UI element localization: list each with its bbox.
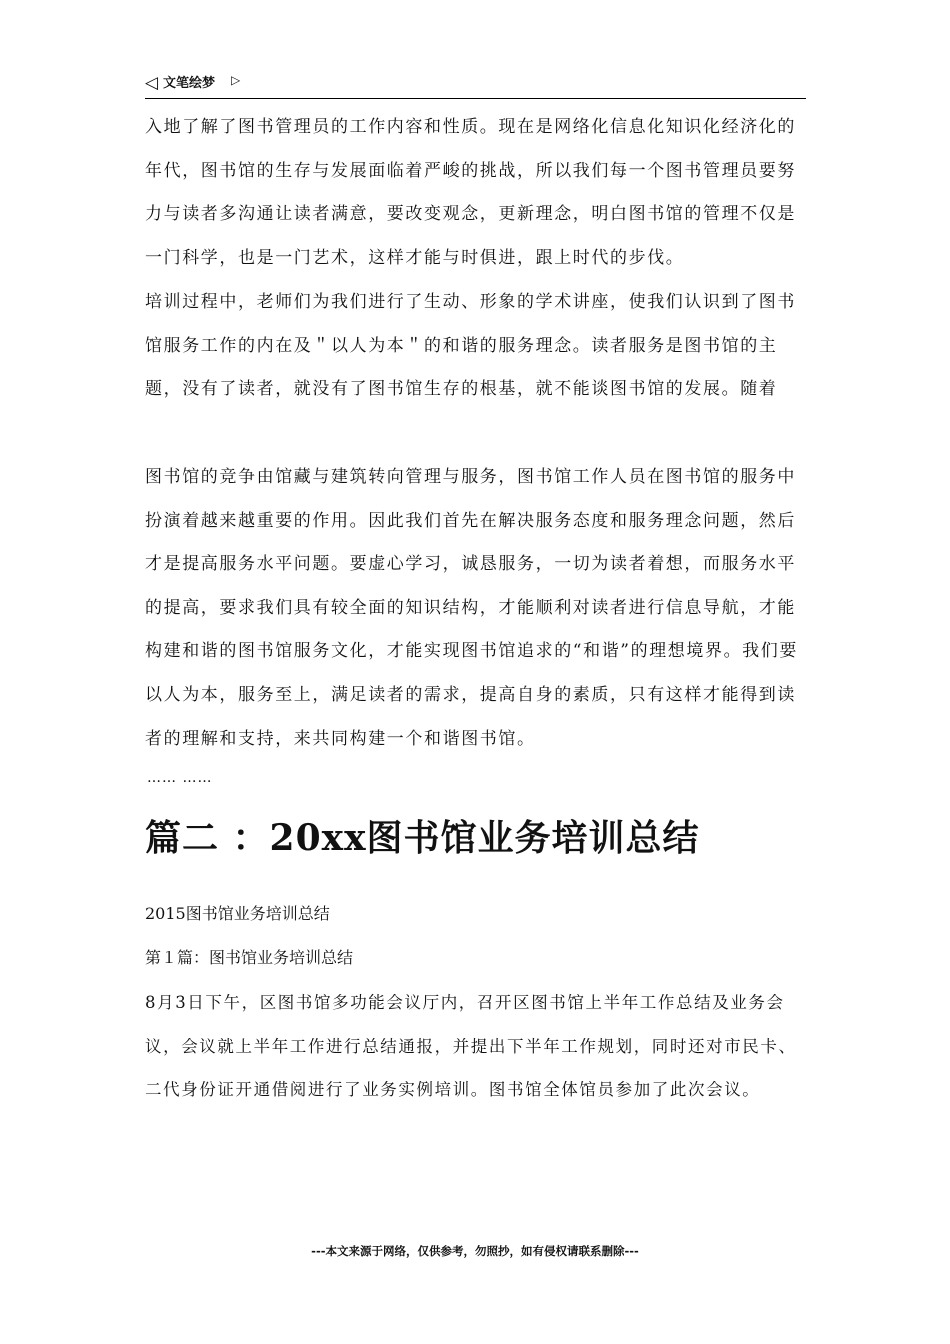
paragraph-4: 8月3日下午，区图书馆多功能会议厅内，召开区图书馆上半年工作总结及业务会议，会议就上半年工作进行总结通报，并提出下半年工作规划，同时还对市民卡、二代身份证开通借阅进行了业务实例培训。图书馆全体馆员参加了此次会议。 — [145, 993, 797, 1100]
article-title: 第１篇：图书馆业务培训总结 — [145, 948, 354, 967]
left-triangle-icon: ◁ — [145, 73, 159, 93]
paragraph-2: 培训过程中，老师们为我们进行了生动、形象的学术讲座，使我们认识到了图书馆服务工作的内在及＂以人为本＂的和谐的服务理念。读者服务是图书馆的主题，没有了读者，就没有了图书馆生存的根基，就不能谈图书馆的发展。随着 — [145, 292, 796, 400]
footer-disclaimer: ---本文来源于网络，仅供参考，勿照抄，如有侵权请联系删除--- — [311, 1244, 639, 1258]
right-triangle-icon: ▷ — [231, 73, 241, 87]
page-header — [145, 72, 806, 99]
brand-label: 文笔绘梦 — [163, 76, 216, 91]
section-heading: 篇二 ：20xx图书馆业务培训总结 — [145, 817, 700, 859]
document-subtitle: 2015图书馆业务培训总结 — [145, 904, 330, 923]
paragraph-1: 入地了解了图书管理员的工作内容和性质。现在是网络化信息化知识化经济化的年代，图书馆的生存与发展面临着严峻的挑战，所以我们每一个图书管理员要努力与读者多沟通让读者满意，要改变观念，更新理念，明白图书馆的管理不仅是一门科学，也是一门艺术，这样才能与时俱进，跟上时代的步伐。 — [145, 117, 796, 268]
ellipsis-divider: …… …… — [147, 770, 213, 786]
paragraph-3: 图书馆的竞争由馆藏与建筑转向管理与服务，图书馆工作人员在图书馆的服务中扮演着越来越重要的作用。因此我们首先在解决服务态度和服务理念问题，然后才是提高服务水平问题。要虚心学习，诚恳服务，一切为读者着想，而服务水平的提高，要求我们具有较全面的知识结构，才能顺利对读者进行信息导航，才能构建和谐的图书馆服务文化，才能实现图书馆追求的“和谐”的理想境界。我们要以人为本，服务至上，满足读者的需求，提高自身的素质，只有这样才能得到读者的理解和支持，来共同构建一个和谐图书馆。 — [145, 467, 798, 749]
